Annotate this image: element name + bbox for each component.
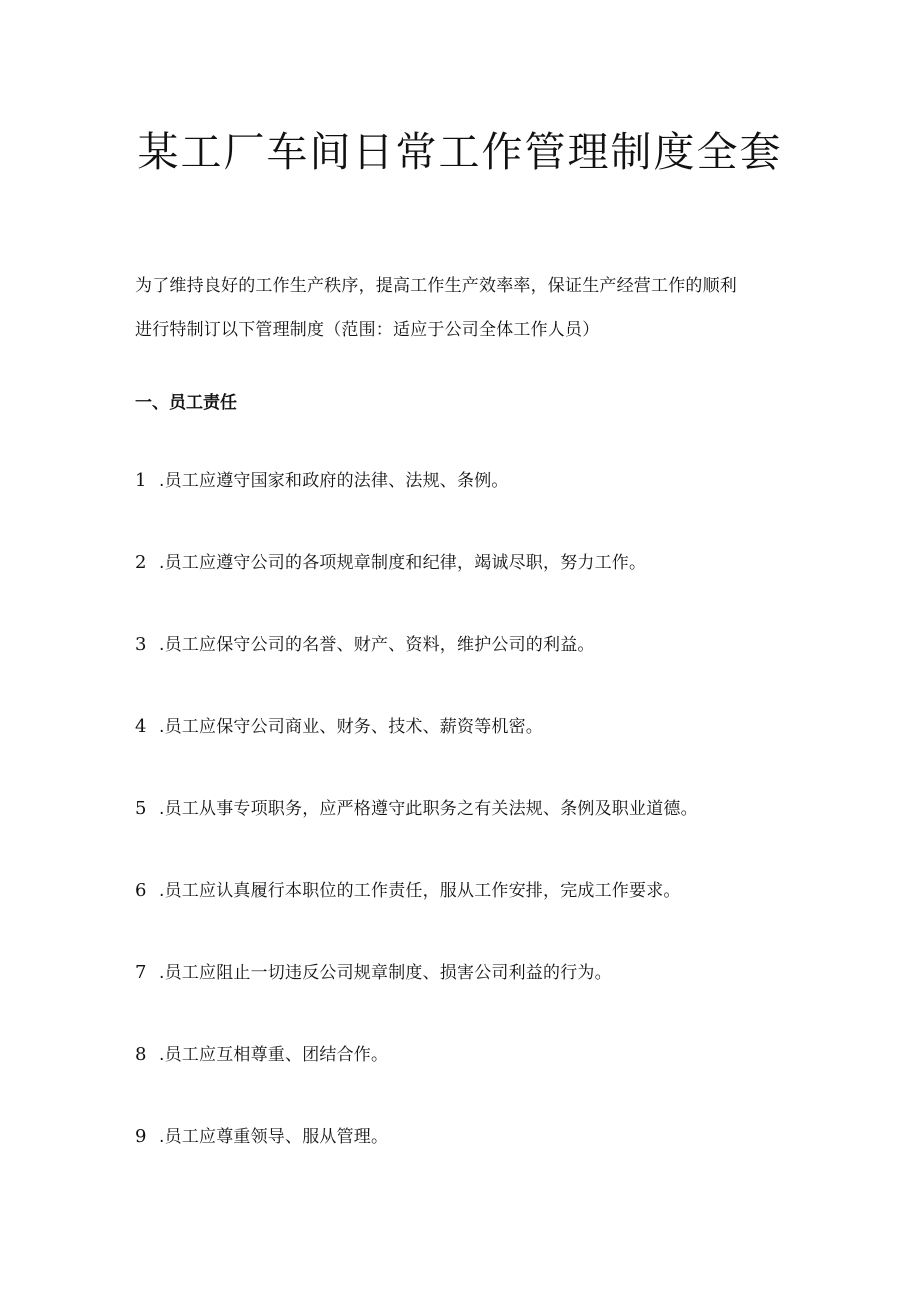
list-item [135,876,698,958]
list-item [135,1040,698,1122]
list-item [135,794,698,876]
document-title: 某工厂车间日常工作管理制度全套 [137,128,783,176]
item-number: 6 [135,880,147,901]
list-item [135,958,698,1040]
item-text: .员工从事专项职务，应严格遵守此职务之有关法规、条例及职业道德。 [159,799,698,819]
item-text: .员工应尊重领导、服从管理。 [159,1127,389,1147]
list-item [135,712,698,794]
item-number: 4 [135,716,147,737]
section-heading: 一、员工责任 [135,393,237,413]
intro-paragraph [135,264,795,352]
item-number: 1 [135,470,147,491]
item-text: .员工应阻止一切违反公司规章制度、损害公司利益的行为。 [159,963,612,983]
item-number: 3 [135,634,147,655]
item-text: .员工应保守公司的名誉、财产、资料，维护公司的利益。 [159,635,595,655]
list-item [135,466,698,548]
item-number: 9 [135,1126,147,1147]
intro-line: 为了维持良好的工作生产秩序，提高工作生产效率率，保证生产经营工作的顺利 [135,276,737,296]
item-number: 8 [135,1044,147,1065]
list-item [135,548,698,630]
item-number: 5 [135,798,147,819]
item-text: .员工应互相尊重、团结合作。 [159,1045,389,1065]
item-number: 7 [135,962,147,983]
intro-line: 进行特制订以下管理制度（范围：适应于公司全体工作人员） [135,320,600,340]
item-number: 2 [135,552,147,573]
responsibility-list [135,466,698,1204]
item-text: .员工应遵守国家和政府的法律、法规、条例。 [159,471,509,491]
item-text: .员工应认真履行本职位的工作责任，服从工作安排，完成工作要求。 [159,881,681,901]
item-text: .员工应遵守公司的各项规章制度和纪律，竭诚尽职，努力工作。 [159,553,647,573]
list-item [135,1122,698,1204]
list-item [135,630,698,712]
item-text: .员工应保守公司商业、财务、技术、薪资等机密。 [159,717,544,737]
